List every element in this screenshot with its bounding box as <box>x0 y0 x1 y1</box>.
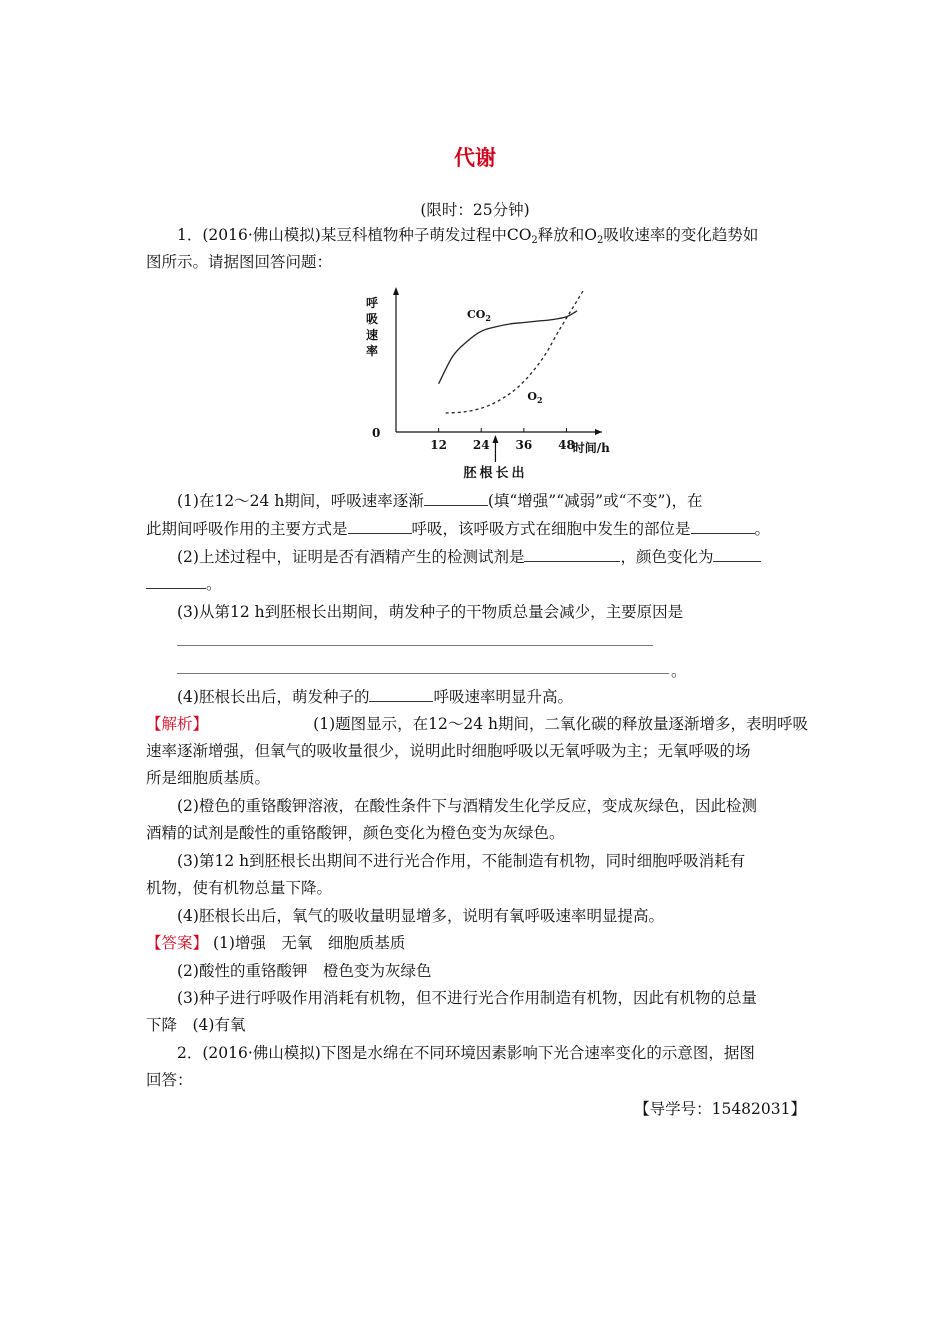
x-tick-label: 48 <box>558 438 575 452</box>
guide-number: 【导学号：15482031】 <box>634 1100 806 1118</box>
blank-4[interactable] <box>524 547 620 562</box>
q1-p4-b: 呼吸速率明显升高。 <box>433 688 573 706</box>
y-axis-label-char: 速 <box>365 328 379 342</box>
chart-layer <box>366 287 610 481</box>
q1-stem-sub-b: 2 <box>597 235 604 246</box>
q1-p2-c: 。 <box>206 575 222 593</box>
q1-stem-c: 吸收速率的变化趋势如 <box>603 226 759 244</box>
answer-3-l2: 下降 (4)有氧 <box>146 1016 246 1034</box>
q1-p1-e: 。 <box>754 520 771 538</box>
y-axis-label-char: 率 <box>365 344 379 358</box>
y-axis-label-char: 吸 <box>365 312 379 326</box>
answer-2: (2)酸性的重铬酸钾 橙色变为灰绿色 <box>177 962 432 980</box>
analysis-1-l1: (1)题图显示，在12～24 h期间，二氧化碳的释放量逐渐增多，表明呼吸 <box>313 715 808 733</box>
q1-part3-end: 。 <box>671 662 687 680</box>
analysis-3-l2: 机物，使有机物总量下降。 <box>146 879 333 897</box>
q1-part1-line1 <box>177 490 702 512</box>
q2-stem-line1: 2．(2016·佛山模拟)下图是水绵在不同环境因素影响下光合速率变化的示意图，据图 <box>177 1044 755 1062</box>
series-label-co2: $CO_2$ <box>467 308 491 324</box>
blank-2[interactable] <box>348 519 412 534</box>
x-tick-label: 24 <box>472 438 490 452</box>
x-axis-arrow <box>595 429 602 435</box>
q1-p1-a: (1)在12～24 h期间，呼吸速率逐渐 <box>177 492 424 510</box>
x-tick-label: 12 <box>430 438 447 452</box>
answer-rule-2[interactable] <box>177 673 669 674</box>
y-axis-label-char: 呼 <box>365 296 379 310</box>
q1-stem-line2: 图所示。请据图回答问题： <box>146 253 333 271</box>
q1-stem-b: 释放和O <box>537 226 597 244</box>
x-tick-label: 36 <box>515 438 533 452</box>
answer-1: (1)增强 无氧 细胞质基质 <box>212 934 406 952</box>
q1-part3-line1: (3)从第12 h到胚根长出期间，萌发种子的干物质总量会减少，主要原因是 <box>177 603 684 621</box>
q1-p2-a: (2)上述过程中，证明是否有酒精产生的检测试剂是 <box>177 548 525 566</box>
answer-tag: 【答案】 <box>146 934 209 952</box>
q1-part2-line2 <box>146 573 222 595</box>
x-axis-label: 时间/h <box>572 441 610 455</box>
blank-7[interactable] <box>369 687 433 702</box>
page-title: 代谢 <box>454 146 496 170</box>
answer-3-l1: (3)种子进行呼吸作用消耗有机物，但不进行光合作用制造有机物，因此有机物的总量 <box>177 989 757 1007</box>
analysis-1-l2: 速率逐渐增强，但氧气的吸收量很少，说明此时细胞呼吸以无氧呼吸为主；无氧呼吸的场 <box>146 742 751 760</box>
analysis-3-l1: (3)第12 h到胚根长出期间不进行光合作用，不能制造有机物，同时细胞呼吸消耗有 <box>177 852 746 870</box>
q1-part1-line2 <box>146 518 770 540</box>
answer-line1 <box>146 932 405 954</box>
origin-label: 0 <box>372 426 381 440</box>
time-limit: (限时：25分钟) <box>420 201 530 219</box>
analysis-1-l3: 所是细胞质基质。 <box>146 769 271 787</box>
analysis-2-l1: (2)橙色的重铬酸钾溶液，在酸性条件下与酒精发生化学反应，变成灰绿色，因此检测 <box>177 797 757 815</box>
q1-p2-b: ，颜色变化为 <box>620 548 714 566</box>
y-axis-arrow <box>393 287 399 295</box>
q1-p1-d: 呼吸，该呼吸方式在细胞中发生的部位是 <box>411 520 691 538</box>
q1-stem-line1 <box>177 224 758 252</box>
q1-part2-line1 <box>177 546 761 568</box>
q1-part4-line <box>177 686 573 708</box>
q1-stem-a: 1．(2016·佛山模拟)某豆科植物种子萌发过程中CO <box>177 226 532 244</box>
analysis-line1 <box>146 713 808 735</box>
q2-stem-line2: 回答： <box>146 1071 193 1089</box>
analysis-4-l1: (4)胚根长出后，氧气的吸收量明显增多，说明有氧呼吸速率明显提高。 <box>177 907 664 925</box>
respiration-chart <box>360 285 620 485</box>
q1-p1-b: (填“增强”“减弱”或“不变”)，在 <box>487 492 703 510</box>
blank-3[interactable] <box>691 519 755 534</box>
series-line-co2 <box>439 311 577 384</box>
q1-p4-a: (4)胚根长出后，萌发种子的 <box>177 688 370 706</box>
answer-rule-1[interactable] <box>177 645 653 646</box>
q1-stem-sub-a: 2 <box>531 235 538 246</box>
analysis-tag: 【解析】 <box>146 715 209 733</box>
blank-6[interactable] <box>146 574 206 589</box>
blank-1[interactable] <box>424 491 488 506</box>
analysis-2-l2: 酒精的试剂是酸性的重铬酸钾，颜色变化为橙色变为灰绿色。 <box>146 824 565 842</box>
q1-p1-c: 此期间呼吸作用的主要方式是 <box>146 520 348 538</box>
blank-5[interactable] <box>713 547 761 562</box>
annotation-label: 胚根长出 <box>463 466 528 481</box>
annotation-arrow-head <box>492 435 498 443</box>
series-label-o2: $O_2$ <box>527 389 543 405</box>
